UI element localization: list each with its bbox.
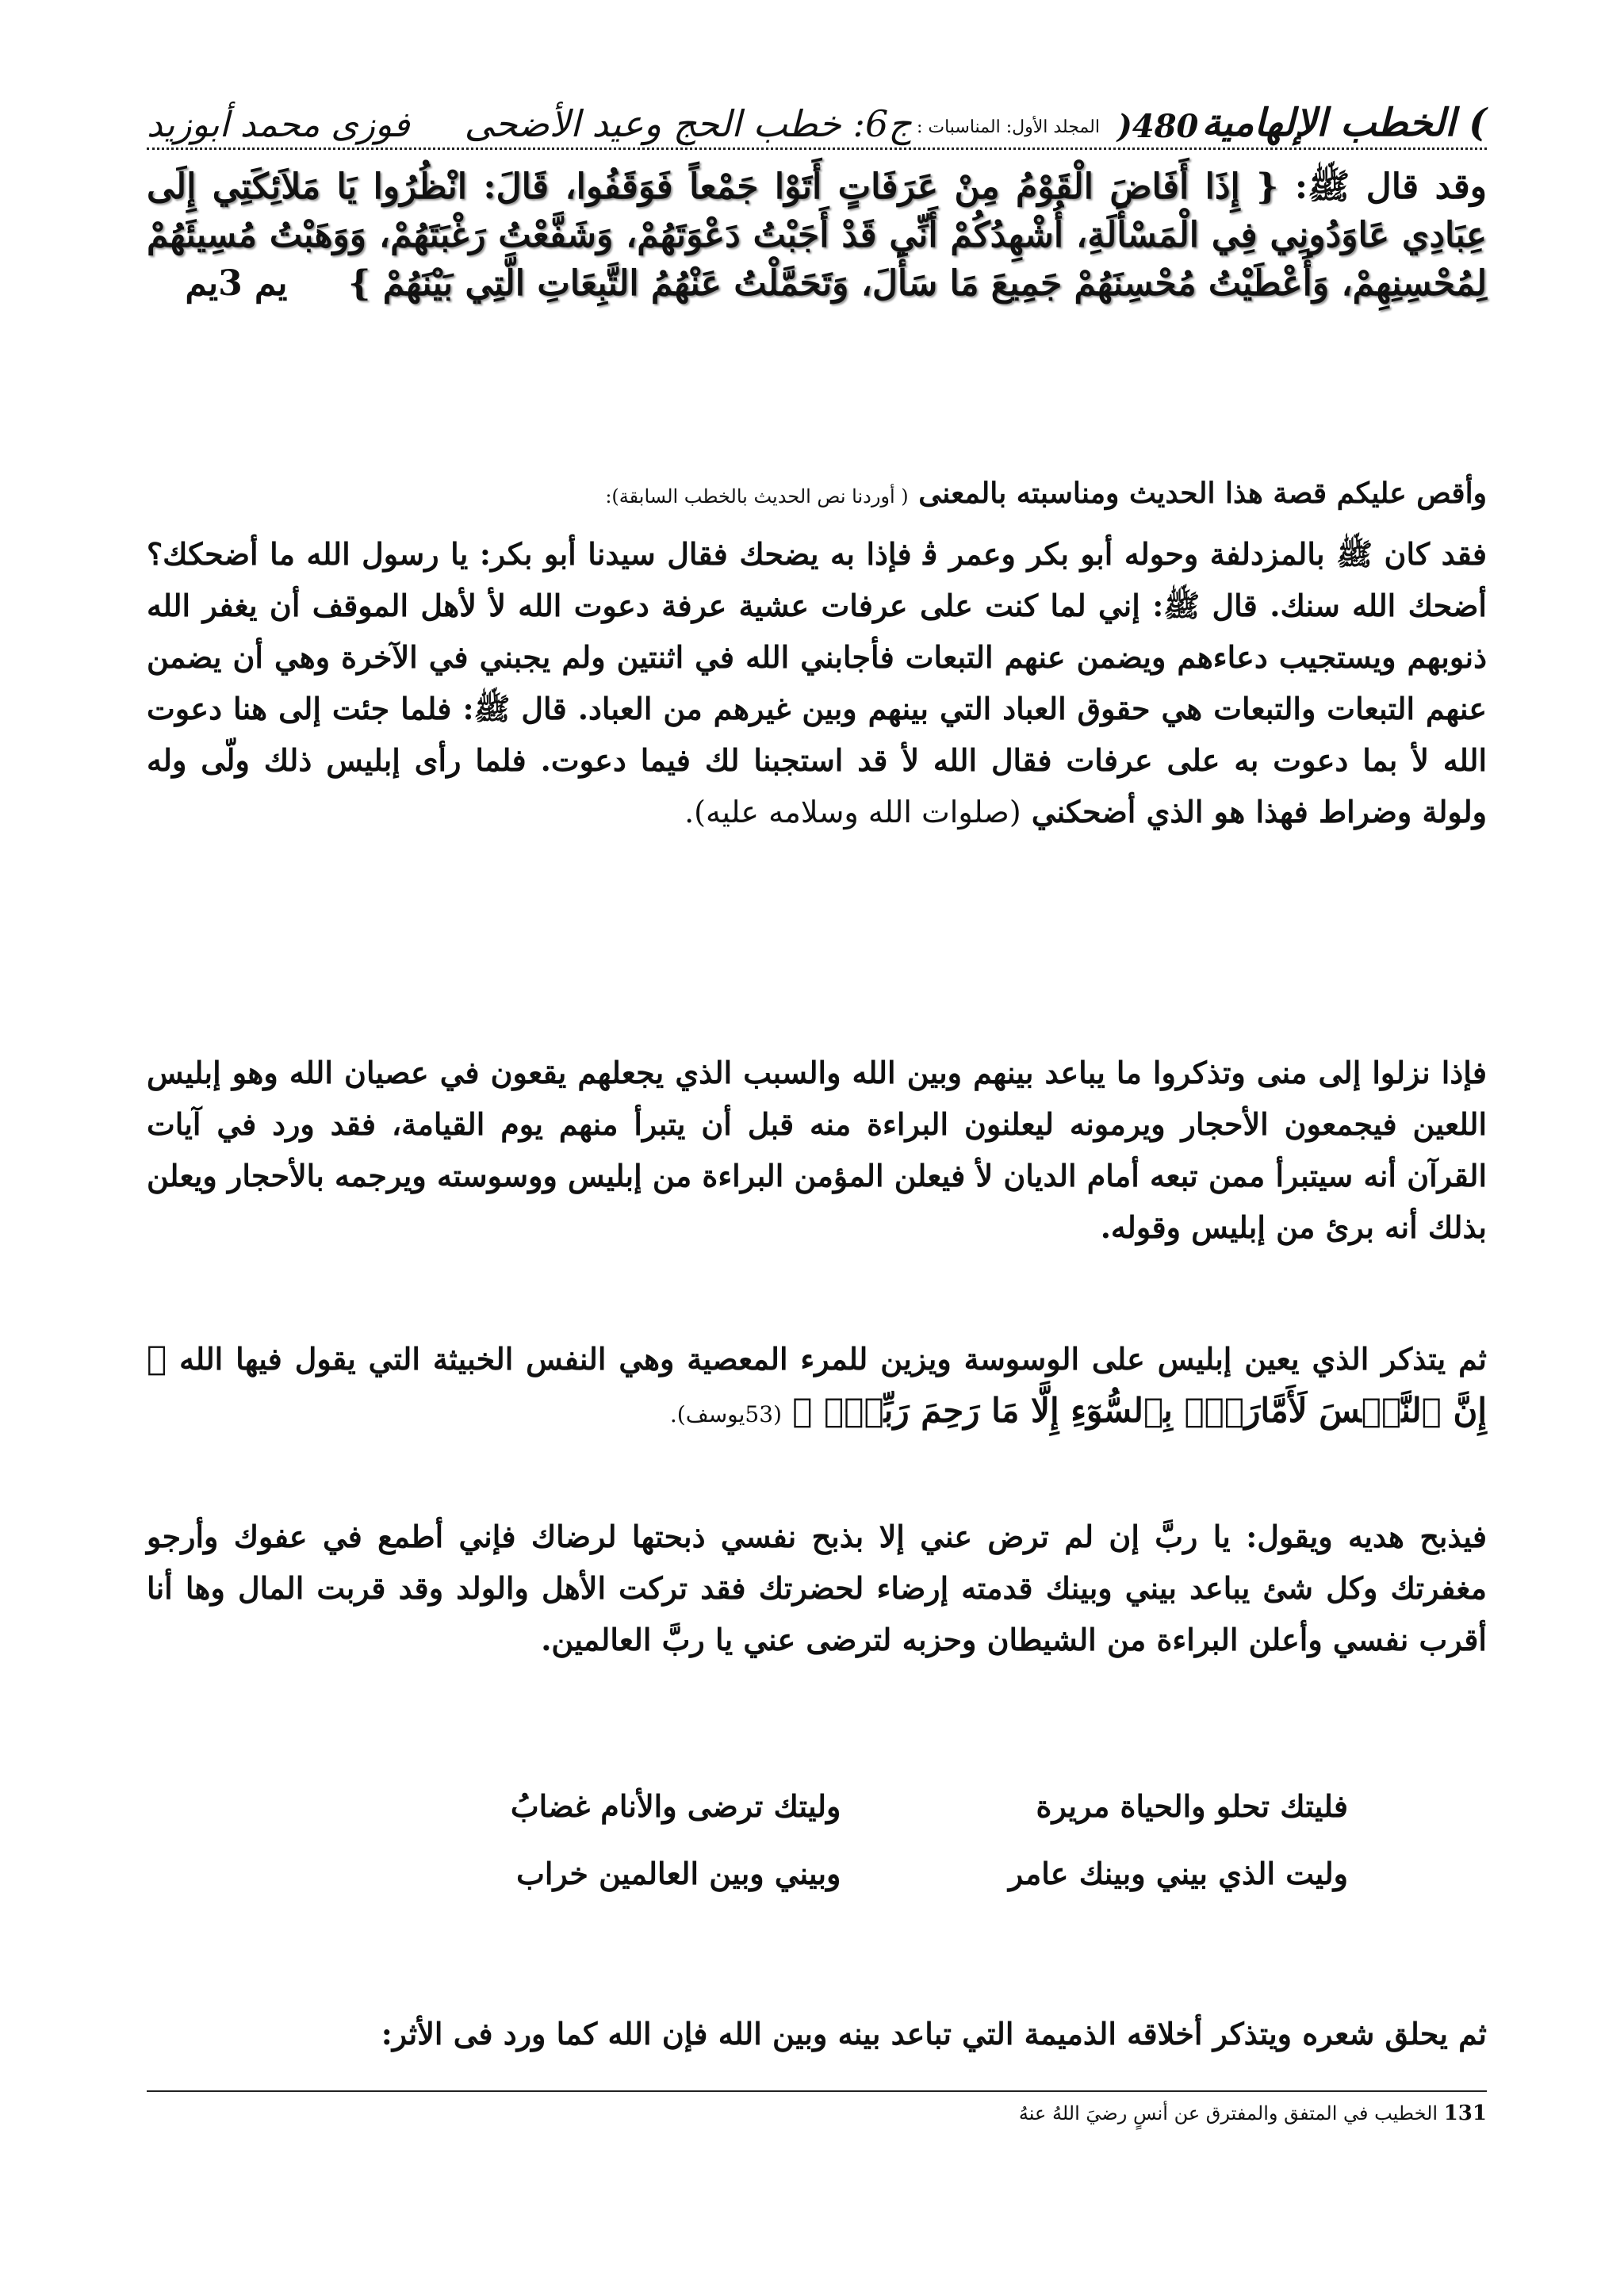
- paragraph-shaving: [147, 2010, 1487, 2058]
- poem-second-hemistich: وليتك ترضى والأنام غضابُ: [510, 1788, 841, 1824]
- paragraph-text: فيذبح هديه ويقول: يا ربَّ إن لم ترض عني إلا بذبح نفسي ذبحتها لرضاك فإني أطمع في عفوك وأرجو مغفرتك وكل شئ يباعد بيني وبينك قدمته إرضاء لحضرتك فقد تركت الأهل والولد وقد قربت المال وها أنا أقرب نفسي وأعلن البراءة من الشيطان وحزبه لترضى عني يا ربَّ العالمين.: [147, 1519, 1487, 1657]
- paragraph-note: (صلوات الله وسلامه عليه).: [684, 795, 1021, 829]
- hadith-paragraph: [147, 163, 1487, 308]
- page-number: 480(: [1116, 108, 1199, 145]
- footnote-number: 131: [1443, 2101, 1487, 2125]
- author-name: فوزى محمد أبوزيد: [147, 105, 410, 145]
- poem-second-hemistich: وبيني وبين العالمين خراب: [516, 1856, 841, 1891]
- hadith-intro: وقد قال ﷺ:: [1294, 167, 1487, 207]
- footnote-divider: [147, 2090, 1487, 2092]
- poem-verse: [373, 1772, 1348, 1840]
- paragraph-text: فإذا نزلوا إلى منى وتذكروا ما يباعد بينهم وبين الله والسبب الذي يجعلهم يقعون في عصيان الله وهو إبليس اللعين فيجمعون الأحجار ويرمونه ليعلنون البراءة منه قبل أن يتبرأ منهم يوم القيامة، فقد ورد في آيات القرآن أنه سيتبرأ ممن تبعه أمام الديان ﻷ فيعلن المؤمن البراءة من إبليس ووسوسته ويرجمه بالأحجار ويعلن بذلك أنه برئ من إبليس وقوله.: [147, 1055, 1487, 1245]
- volume-label: المجلد الأول: المناسبات :: [916, 117, 1100, 137]
- verse-reference: (53يوسف).: [669, 1401, 782, 1427]
- hadith-text: { إِذَا أَفَاضَ الْقَوْمُ مِنْ عَرَفَاتٍ أَتَوْا جَمْعاً فَوَقَفُوا، قَالَ: انْظُرُوا يَا مَلاَئِكَتِي إِلَى عِبَادِي عَاوَدُونِي فِي الْمَسْأَلَةِ، أُشْهِدُكُمْ أَنِّي قَدْ أَجَبْتُ دَعْوَتَهُمْ، وَشَفَّعْتُ رَغْبَتَهُمْ، وَوَهَبْتُ مُسِيئَهُمْ لِمُحْسِنِهِمْ، وَأَعْطَيْتُ مُحْسِنَهُمْ جَمِيعَ مَا سَأَلَ، وَتَحَمَّلْتُ عَنْهُمُ التَّبِعَاتِ الَّتِي بَيْنَهُمْ }: [147, 167, 1487, 304]
- header-divider: [147, 147, 1487, 150]
- narration-intro: [147, 471, 1487, 519]
- footnote: [147, 2101, 1487, 2125]
- poem: [373, 1772, 1348, 1907]
- paragraph-arafat: [147, 528, 1487, 838]
- paragraph-text: ثم يتذكر الذي يعين إبليس على الوسوسة ويزين للمرء المعصية وهي النفس الخبيثة التي يقول فيها الله: [179, 1341, 1487, 1377]
- chapter-topic: ج6: خطب الحج وعيد الأضحى: [464, 102, 912, 145]
- narration-note: ( أوردنا نص الحديث بالخطب السابقة):: [605, 485, 909, 508]
- paragraph-text: ثم يحلق شعره ويتذكر أخلاقه الذميمة التي تباعد بينه وبين الله فإن الله كما ورد فى الأثر:: [381, 2016, 1487, 2052]
- paragraph-nafs: [147, 1332, 1487, 1440]
- book-title: ) الخطب الإلهامية: [1201, 101, 1487, 145]
- running-header: [147, 75, 1487, 145]
- quran-verse: ﴿ إِنَّ ٱلنَّفۡسَ لَأَمَّارَةُۢ بِٱلسُّوٓءِ إِلَّا مَا رَحِمَ رَبِّيٓۚ ﴾: [147, 1339, 1487, 1430]
- poem-verse: [373, 1840, 1348, 1907]
- poem-first-hemistich: وليت الذي بيني وبينك عامر: [1008, 1856, 1348, 1891]
- footnote-text: الخطيب في المتفق والمفترق عن أنسٍ رضيَ اللهُ عنهُ: [1018, 2102, 1438, 2124]
- hadith-reference: يم 3يم: [185, 263, 288, 304]
- narration-text: وأقص عليكم قصة هذا الحديث ومناسبته بالمعنى: [918, 477, 1487, 510]
- paragraph-text: فقد كان ﷺ بالمزدلفة وحوله أبو بكر وعمر ﭬ فإذا به يضحك فقال سيدنا أبو بكر: يا رسول الله ما أضحكك؟ أضحك الله سنك. قال ﷺ: إني لما كنت على عرفات عشية عرفة دعوت الله ﻷ لأهل الموقف أن يغفر الله ذنوبهم ويستجيب دعاءهم ويضمن عنهم التبعات فأجابني الله في اثنتين ولم يجبني في الآخرة وهي أن يضمن عنهم التبعات والتبعات هي حقوق العباد التي بينهم وبين غيرهم من العباد. قال ﷺ: فلما جئت إلى هنا دعوت الله ﻷ بما دعوت به على عرفات فقال الله ﻷ قد استجبنا لك فيما دعوت. فلما رأى إبليس ذلك ولّى وله ولولة وضراط فهذا هو الذي أضحكني: [147, 536, 1487, 829]
- poem-first-hemistich: فليتك تحلو والحياة مريرة: [1036, 1788, 1348, 1824]
- paragraph-mina: [147, 1047, 1487, 1253]
- paragraph-sacrifice: [147, 1511, 1487, 1665]
